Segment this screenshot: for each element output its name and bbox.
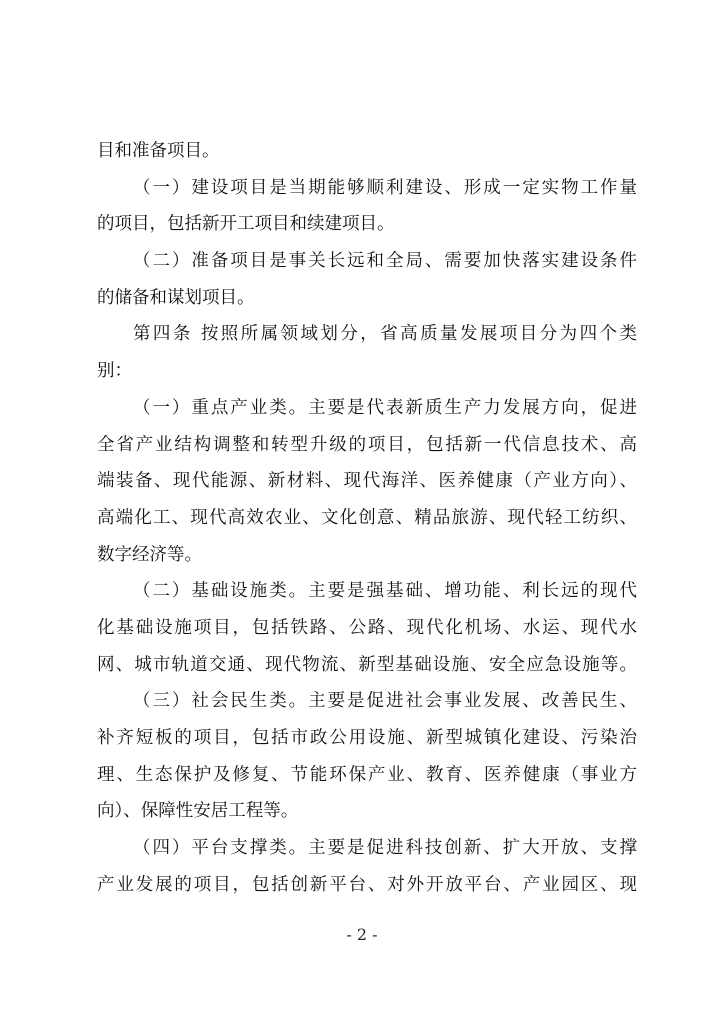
text-line: 理、生态保护及修复、节能环保产业、教育、医养健康（事业方 [97,764,637,785]
text-line: 向）、保障性安居工程等。 [97,801,299,822]
article-heading-line: 第四条 按照所属领域划分，省高质量发展项目分为四个类 [133,324,637,345]
paragraph-first-line: （一）重点产业类。主要是代表新质生产力发展方向，促进 [133,397,637,418]
paragraph-first-line: （四）平台支撑类。主要是促进科技创新、扩大开放、支撑 [133,838,637,859]
body-text [97,133,637,903]
text-line: 目和准备项目。 [97,141,220,161]
text-line: 全省产业结构调整和转型升级的项目，包括新一代信息技术、高 [97,434,637,455]
paragraph-first-line: （二）基础设施类。主要是强基础、增功能、利长远的现代 [133,581,637,602]
text-line: 补齐短板的项目，包括市政公用设施、新型城镇化建设、污染治 [97,728,637,748]
paragraph-first-line: （二）准备项目是事关长远和全局、需要加快落实建设条件 [133,251,637,272]
text-line: 网、城市轨道交通、现代物流、新型基础设施、安全应急设施等。 [97,654,637,675]
text-line: 产业发展的项目，包括创新平台、对外开放平台、产业园区、现 [97,874,637,895]
page-number: - 2 - [346,925,378,944]
text-line: 数字经济等。 [97,544,202,565]
text-line: 端装备、现代能源、新材料、现代海洋、医养健康（产业方向）、 [97,471,637,492]
text-line: 的储备和谋划项目。 [97,287,255,308]
paragraph-first-line: （三）社会民生类。主要是促进社会事业发展、改善民生、 [133,691,637,712]
text-line: 的项目，包括新开工项目和续建项目。 [97,214,395,235]
text-line: 高端化工、现代高效农业、文化创意、精品旅游、现代轻工纺织、 [97,507,637,528]
text-line: 化基础设施项目，包括铁路、公路、现代化机场、水运、现代水 [97,617,637,638]
paragraph-first-line: （一）建设项目是当期能够顺利建设、形成一定实物工作量 [133,177,637,198]
text-line: 别： [97,361,132,382]
